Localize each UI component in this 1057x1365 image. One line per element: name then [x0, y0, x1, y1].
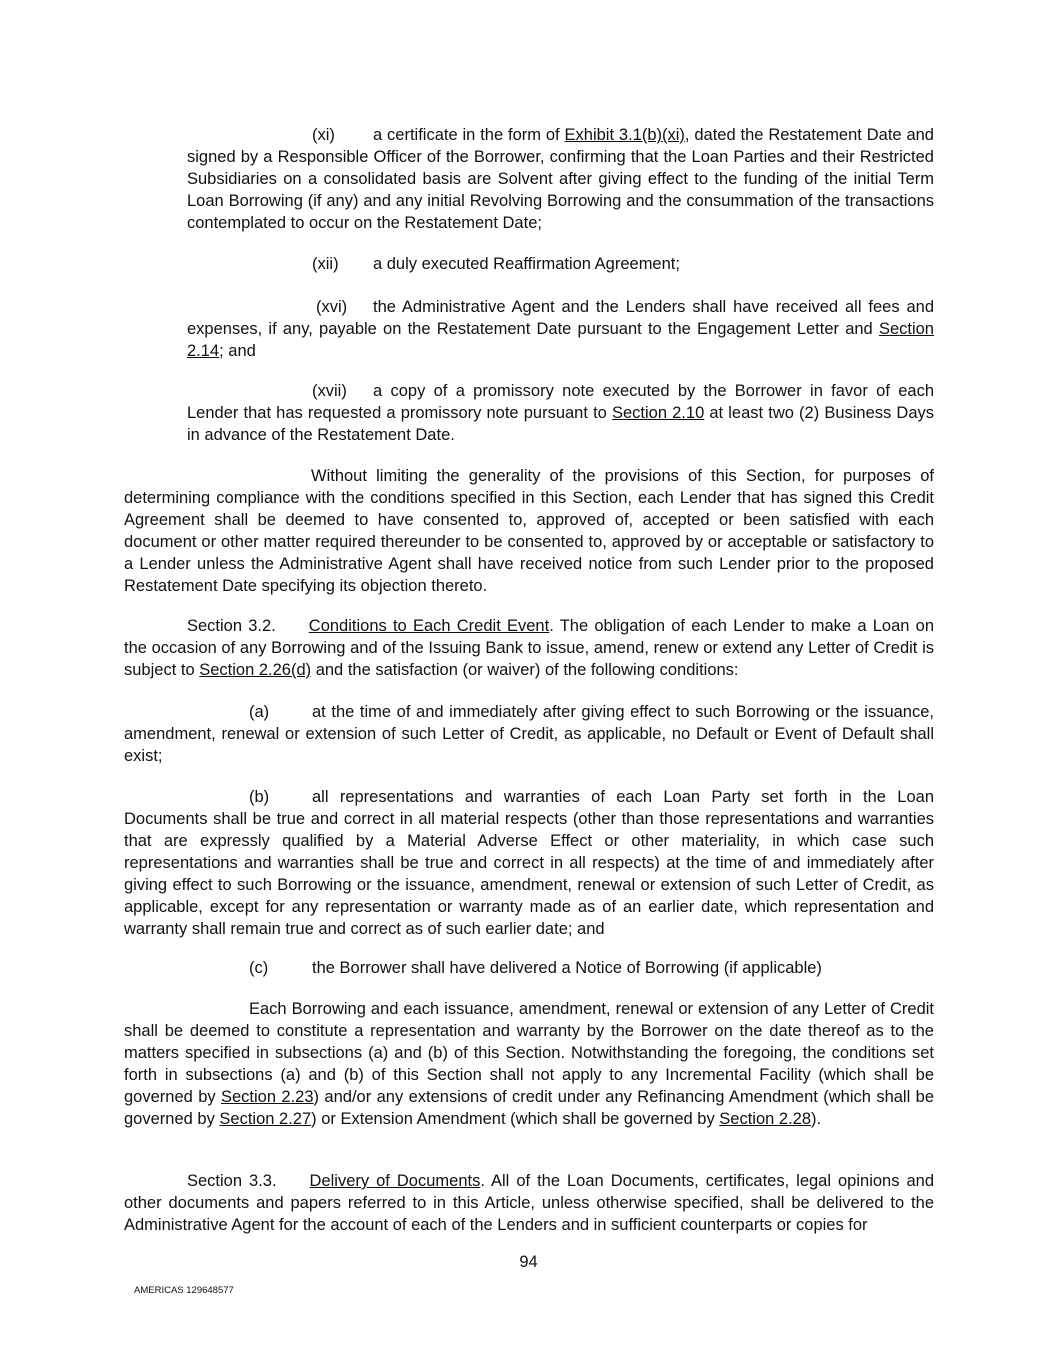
section-reference-link[interactable]: Section 2.28	[719, 1110, 812, 1128]
section-reference-link[interactable]: Section 2.23	[221, 1088, 314, 1106]
clause-text: at least two (2) Business Days in advance of the Restatement Date.	[187, 404, 935, 444]
clause-xi	[187, 124, 934, 234]
page-number: 94	[519, 1253, 538, 1271]
section-3-2	[124, 615, 934, 681]
section-reference-link[interactable]: Section 2.26(d)	[199, 661, 312, 679]
clause-label: (xi)	[312, 126, 335, 144]
clause-text: ; and	[219, 342, 256, 360]
clause-text: a copy of a promissory note executed by the Borrower in favor of each Lender that has requested a promissory note pursuant to	[187, 382, 934, 422]
condition-b	[124, 786, 934, 940]
condition-text: at the time of and immediately after giving effect to such Borrowing or the issuance, amendment, renewal or extension of such Letter of Credit, as applicable, no Default or Event of Default shall exist;	[124, 703, 934, 765]
without-limiting-paragraph: Without limiting the generality of the provisions of this Section, for purposes of determining compliance with the conditions specified in this Section, each Lender that has signed this Credit Agreement shall be deemed to have consented to, approved of, accepted or been satisfied with each document or other matter required thereunder to be consented to, approved by or acceptable or satisfactory to a Lender unless the Administrative Agent shall have received notice from such Lender prior to the proposed Restatement Date specifying its objection thereto.	[124, 467, 934, 595]
paragraph-text: ) or Extension Amendment (which shall be governed by	[311, 1110, 720, 1128]
section-text: and the satisfaction (or waiver) of the following conditions:	[311, 661, 739, 679]
section-number: Section 3.3.	[187, 1172, 277, 1190]
condition-label: (b)	[249, 788, 270, 806]
document-id: AMERICAS 129648577	[134, 1285, 234, 1296]
section-title: Delivery of Documents	[309, 1172, 481, 1190]
section-reference-link[interactable]: Section 2.10	[611, 404, 705, 422]
paragraph-text: ).	[811, 1110, 822, 1128]
paragraph-text: ) and/or any extensions of credit under any Refinancing Amendment (which shall be governed by	[124, 1088, 934, 1128]
condition-c	[124, 957, 934, 979]
clause-xvi	[187, 296, 934, 362]
section-text: . All of the Loan Documents, certificates, legal opinions and other documents and papers referred to in this Article, unless otherwise specified, shall be delivered to the Administrative Agent for the account of each of the Lenders and in sufficient counterparts or copies for	[124, 1172, 934, 1234]
condition-text: all representations and warranties of each Loan Party set forth in the Loan Documents shall be true and correct in all material respects (other than those representations and warranties that are expressly qualified by a Material Adverse Effect or other materiality, in which case such representations and warranties shall be true and correct in all respects) at the time of and immediately after giving effect to such Borrowing or the issuance, amendment, renewal or extension of such Letter of Credit, as applicable, except for any representation or warranty made as of an earlier date, which representation and warranty shall remain true and correct as of such earlier date; and	[124, 788, 934, 938]
clause-label: (xvi)	[316, 298, 348, 316]
condition-label: (c)	[249, 959, 269, 977]
clause-text: , dated the Restatement Date and signed by a Responsible Officer of the Borrower, confirming that the Loan Parties and their Restricted Subsidiaries on a consolidated basis are Solvent after giving effect to the funding of the initial Term Loan Borrowing (if any) and any initial Revolving Borrowing and the consummation of the transactions contemplated to occur on the Restatement Date;	[187, 126, 934, 232]
each-borrowing-paragraph	[124, 998, 934, 1130]
condition-text: the Borrower shall have delivered a Notice of Borrowing (if applicable)	[312, 959, 822, 977]
section-title: Conditions to Each Credit Event	[308, 617, 550, 635]
section-text: . The obligation of each Lender to make a Loan on the occasion of any Borrowing and of the Issuing Bank to issue, amend, renew or extend any Letter of Credit is subject to	[124, 617, 934, 679]
paragraph-text: Each Borrowing and each issuance, amendment, renewal or extension of any Letter of Credit shall be deemed to constitute a representation and warranty by the Borrower on the date thereof as to the matters specified in subsections (a) and (b) of this Section. Notwithstanding the foregoing, the conditions set forth in subsections (a) and (b) of this Section shall not apply to any Incremental Facility (which shall be governed by	[124, 1000, 934, 1106]
section-reference-link[interactable]: Section 2.27	[219, 1110, 312, 1128]
clause-xii	[187, 253, 934, 275]
condition-label: (a)	[249, 703, 270, 721]
clause-text: a certificate in the form of	[373, 126, 565, 144]
clause-label: (xii)	[312, 255, 339, 273]
section-3-3	[124, 1170, 934, 1236]
clause-xvii	[187, 380, 934, 446]
clause-text: a duly executed Reaffirmation Agreement;	[373, 255, 680, 273]
exhibit-reference-link[interactable]: Exhibit 3.1(b)(xi)	[564, 126, 685, 144]
section-reference-link[interactable]: Section 2.14	[187, 320, 934, 360]
clause-text: the Administrative Agent and the Lenders shall have received all fees and expenses, if any, payable on the Restatement Date pursuant to the Engagement Letter and	[187, 298, 934, 338]
clause-label: (xvii)	[312, 382, 347, 400]
condition-a	[124, 701, 934, 767]
section-number: Section 3.2.	[187, 617, 276, 635]
